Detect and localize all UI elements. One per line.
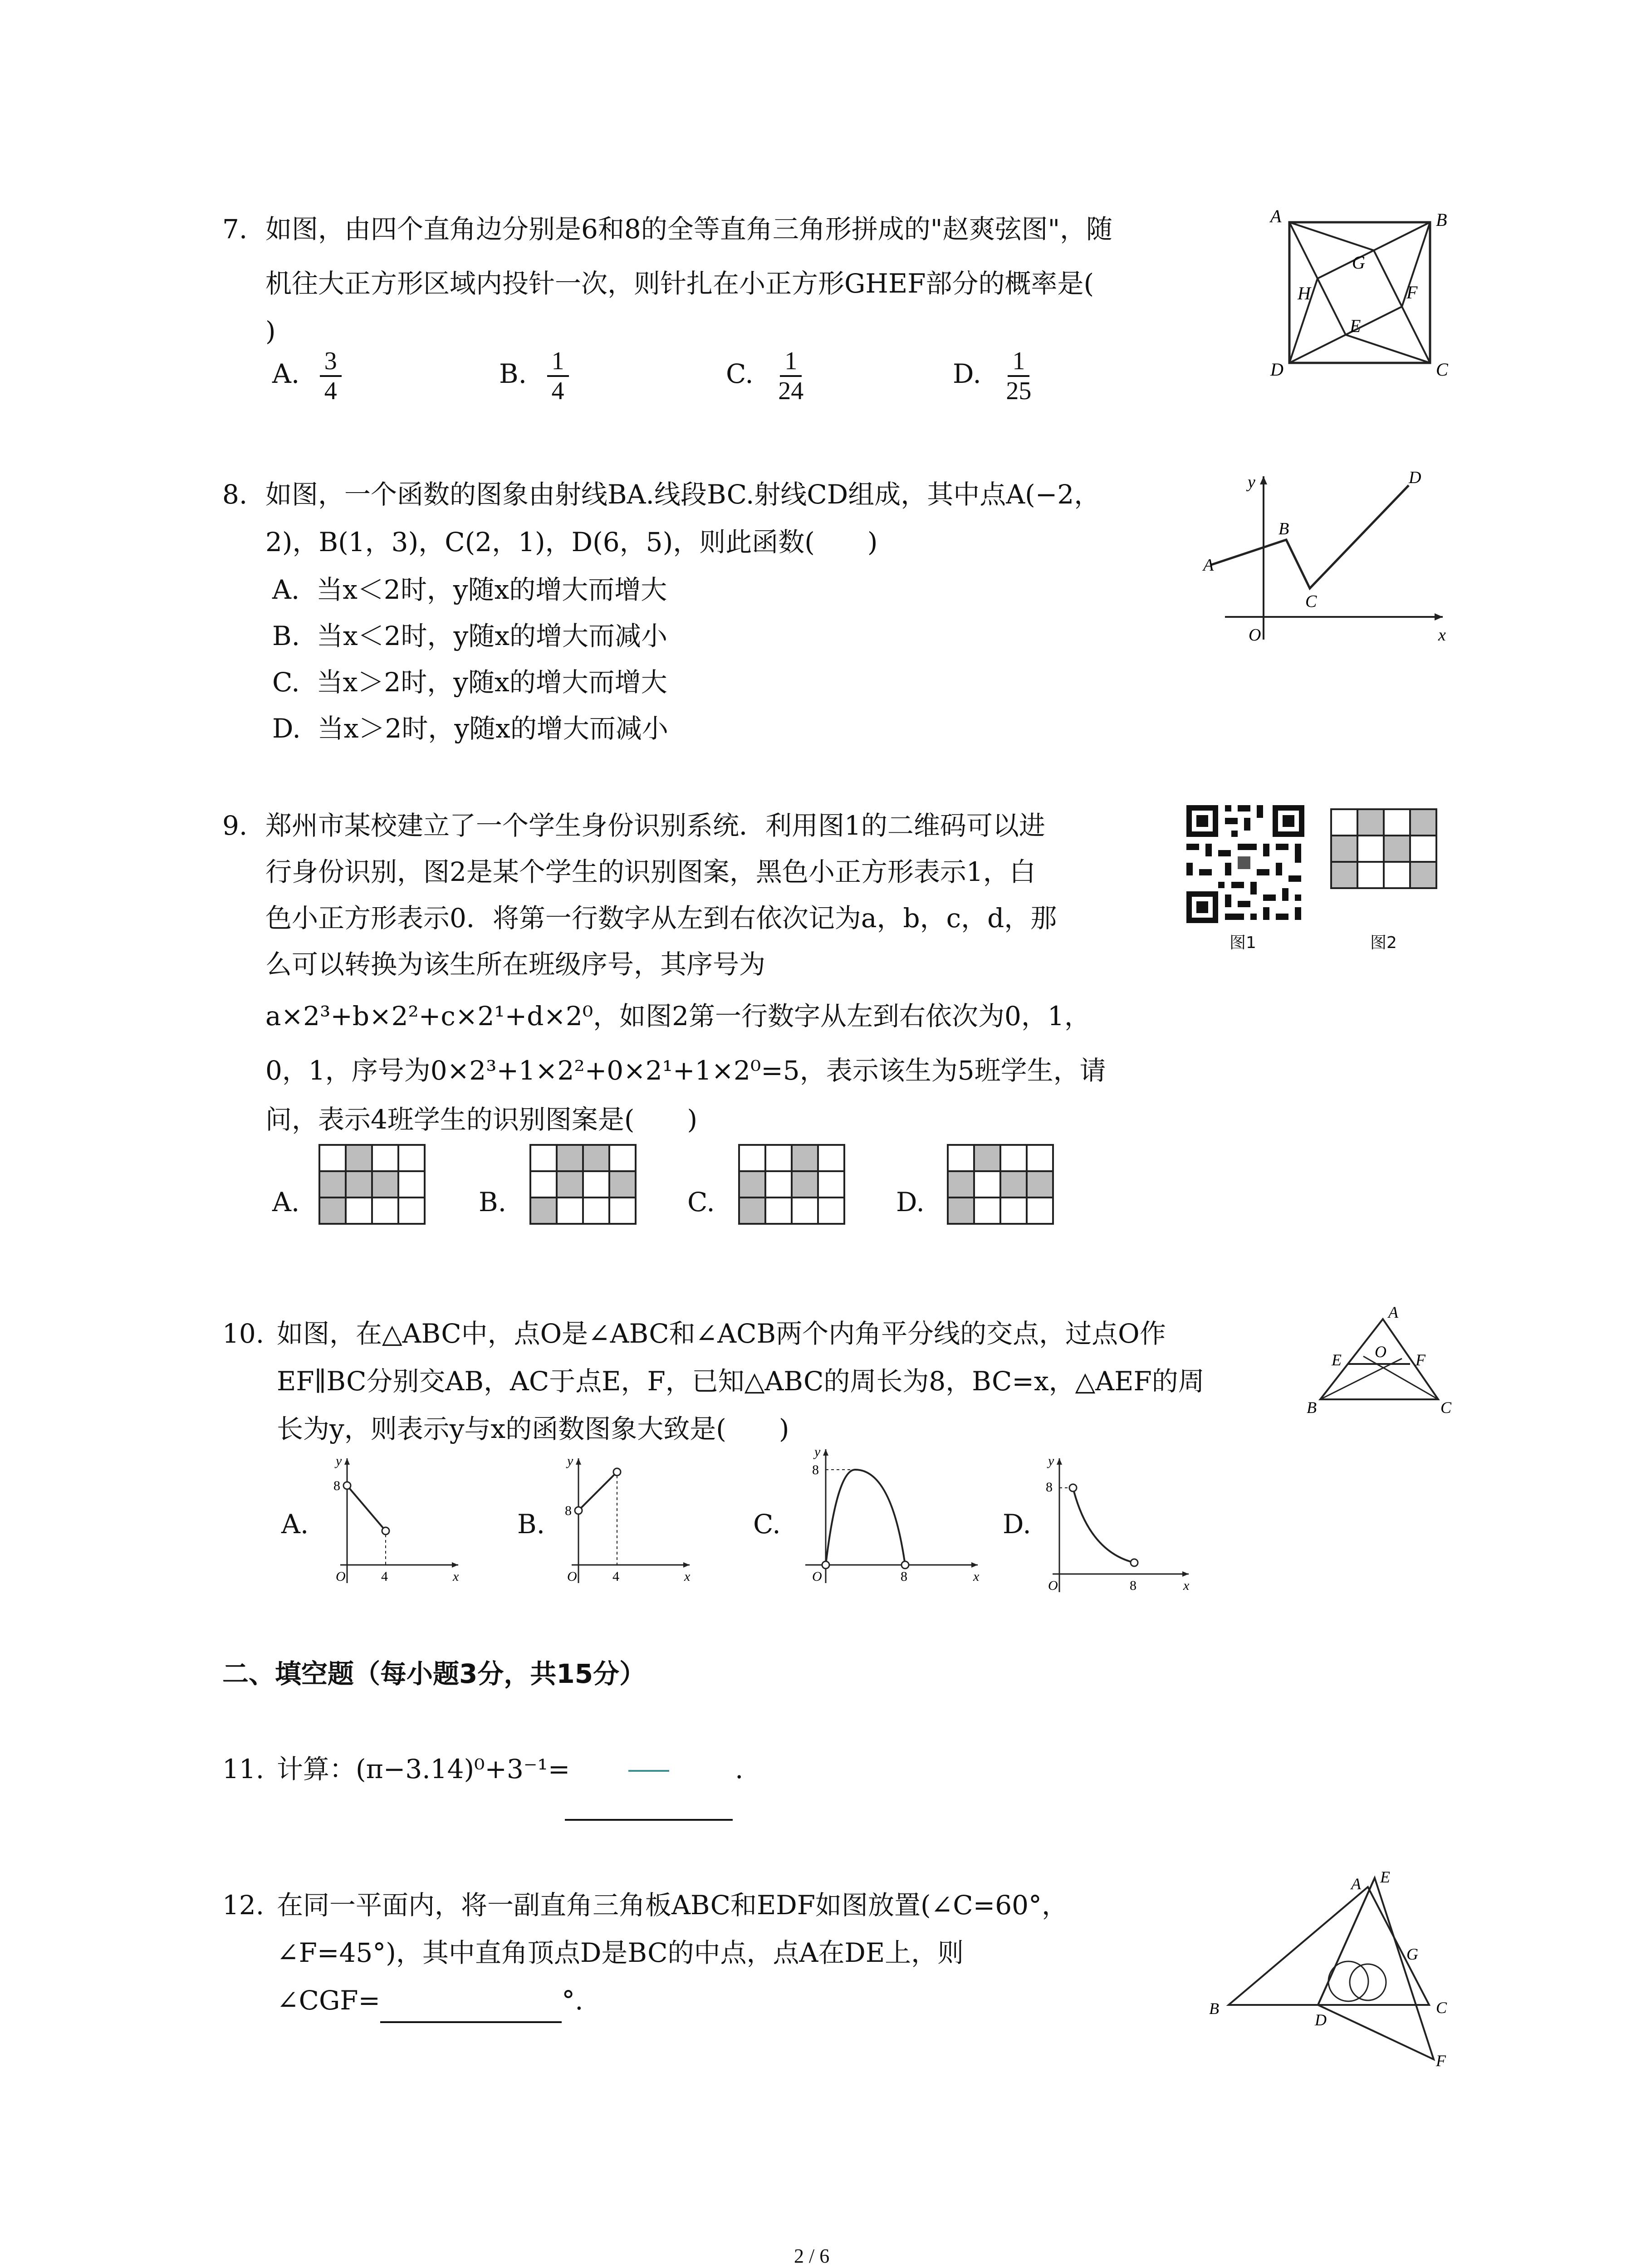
q8-option-b[interactable]: B. 当x＜2时，y随x的增大而减小 bbox=[272, 621, 668, 651]
q8-number: 8. bbox=[222, 479, 248, 510]
q9-option-c-label[interactable]: C. bbox=[687, 1187, 715, 1217]
q10-option-d-graph[interactable] bbox=[1039, 1452, 1193, 1601]
q7-number: 7. bbox=[222, 214, 248, 244]
q9-option-b-label[interactable]: B. bbox=[479, 1187, 507, 1217]
q12-number: 12. bbox=[222, 1890, 265, 1921]
q10-option-c-label[interactable]: C. bbox=[753, 1509, 781, 1540]
q12-degree: °. bbox=[562, 1985, 583, 2016]
q9-line-7: 问，表示4班学生的识别图案是( ) bbox=[265, 1104, 698, 1135]
q10-b-o: O bbox=[567, 1569, 577, 1584]
q8-line-2: 2)，B(1，3)，C(2，1)，D(6，5)，则此函数( ) bbox=[265, 527, 878, 557]
q10-option-b-graph[interactable] bbox=[558, 1452, 694, 1588]
grid-cell bbox=[398, 1198, 425, 1224]
section-2-title: 二、填空题（每小题3分，共15分） bbox=[222, 1658, 646, 1689]
grid-cell bbox=[1027, 1145, 1053, 1171]
grid-cell bbox=[765, 1171, 792, 1198]
q10-number: 10. bbox=[222, 1318, 265, 1349]
grid-cell bbox=[398, 1171, 425, 1198]
q12-line-1: 在同一平面内，将一副直角三角板ABC和EDF如图放置(∠C=60°， bbox=[277, 1890, 1068, 1921]
grid-cell bbox=[1331, 862, 1357, 888]
grid-cell bbox=[765, 1145, 792, 1171]
grid-cell bbox=[346, 1145, 372, 1171]
q10-b-four: 4 bbox=[612, 1569, 619, 1584]
q12-label-e: E bbox=[1380, 1869, 1390, 1886]
grid-cell bbox=[1357, 862, 1384, 888]
grid-cell bbox=[1000, 1171, 1027, 1198]
grid-cell bbox=[319, 1145, 346, 1171]
grid-cell bbox=[1000, 1198, 1027, 1224]
q10-option-a-graph[interactable] bbox=[327, 1452, 463, 1588]
q7-option-c[interactable]: C. $\frac{1}{24}$ bbox=[726, 347, 808, 405]
q10-label-o: O bbox=[1375, 1343, 1386, 1361]
grid-cell bbox=[1000, 1145, 1027, 1171]
q7-label-e: E bbox=[1350, 316, 1361, 336]
grid-cell bbox=[1410, 836, 1436, 862]
q7-label-b: B bbox=[1436, 210, 1447, 230]
grid-cell bbox=[583, 1171, 609, 1198]
q11-number: 11. bbox=[222, 1754, 265, 1784]
grid-cell bbox=[792, 1198, 818, 1224]
q9-figure-2-caption: 图2 bbox=[1370, 934, 1397, 952]
grid-cell bbox=[1410, 809, 1436, 836]
grid-cell bbox=[765, 1198, 792, 1224]
q9-line-3: 色小正方形表示0．将第一行数字从左到右依次记为a，b，c，d，那 bbox=[265, 903, 1057, 934]
q8-label-d: D bbox=[1409, 468, 1421, 487]
grid-cell bbox=[398, 1145, 425, 1171]
grid-cell bbox=[346, 1171, 372, 1198]
q9-option-c-grid[interactable] bbox=[737, 1143, 846, 1252]
q8-label-a: A bbox=[1203, 556, 1214, 575]
q12-label-c: C bbox=[1436, 1999, 1447, 2017]
q10-d-y: y bbox=[1048, 1453, 1054, 1468]
grid-cell bbox=[1357, 836, 1384, 862]
grid-cell bbox=[974, 1171, 1000, 1198]
q12-line-3 bbox=[277, 1978, 583, 2023]
grid-cell bbox=[372, 1145, 398, 1171]
q12-label-g: G bbox=[1406, 1945, 1418, 1963]
q9-qr-code-figure bbox=[1184, 803, 1307, 925]
q7-fraction-b: $\frac{1}{4}$ bbox=[547, 347, 569, 405]
grid-cell bbox=[739, 1145, 765, 1171]
q9-figure-1-caption: 图1 bbox=[1230, 934, 1256, 952]
q7-fraction-d: $\frac{1}{25}$ bbox=[1006, 347, 1032, 405]
grid-cell bbox=[1384, 862, 1410, 888]
q12-label-b: B bbox=[1209, 1999, 1219, 2018]
grid-cell bbox=[557, 1145, 583, 1171]
q10-c-y: y bbox=[814, 1444, 821, 1459]
grid-cell bbox=[530, 1198, 557, 1224]
grid-cell bbox=[1331, 809, 1357, 836]
q10-a-y: y bbox=[336, 1453, 342, 1468]
grid-cell bbox=[1357, 809, 1384, 836]
q11-answer-mark bbox=[628, 1770, 669, 1772]
q7-label-g: G bbox=[1352, 252, 1365, 273]
q9-line-6: 0，1，序号为0×2³+1×2²+0×2¹+1×2⁰=5，表示该生为5班学生，请 bbox=[265, 1055, 1106, 1086]
grid-cell bbox=[1384, 836, 1410, 862]
q7-fraction-a: $\frac{3}{4}$ bbox=[320, 347, 342, 405]
q9-option-d-grid[interactable] bbox=[946, 1143, 1055, 1252]
grid-cell bbox=[530, 1171, 557, 1198]
q7-label-c: C bbox=[1436, 359, 1448, 380]
q9-option-a-label[interactable]: A. bbox=[272, 1187, 300, 1217]
q12-triangle-boards-figure bbox=[1207, 1869, 1461, 2068]
grid-cell bbox=[609, 1198, 636, 1224]
q7-label-h: H bbox=[1298, 283, 1311, 303]
q10-a-four: 4 bbox=[381, 1569, 388, 1584]
q7-option-d[interactable]: D. $\frac{1}{25}$ bbox=[953, 347, 1036, 405]
q12-label-a: A bbox=[1351, 1875, 1361, 1893]
q10-label-e: E bbox=[1332, 1351, 1342, 1369]
q10-d-eight-x: 8 bbox=[1130, 1578, 1136, 1593]
q10-c-eight: 8 bbox=[812, 1462, 819, 1477]
q8-option-a[interactable]: A. 当x＜2时，y随x的增大而增大 bbox=[272, 574, 667, 605]
q9-option-b-grid[interactable] bbox=[529, 1143, 637, 1252]
grid-cell bbox=[609, 1145, 636, 1171]
grid-cell bbox=[346, 1198, 372, 1224]
q7-zhao-shuang-figure bbox=[1261, 204, 1461, 386]
q7-line-2: 机往大正方形区域内投针一次，则针扎在小正方形GHEF部分的概率是( bbox=[265, 268, 1094, 299]
page-number: 2 / 6 bbox=[794, 2245, 830, 2267]
q12-angle-label: ∠CGF= bbox=[277, 1985, 381, 2016]
q9-option-a-grid[interactable] bbox=[318, 1143, 426, 1252]
grid-cell bbox=[818, 1171, 844, 1198]
q9-figure-2-grid bbox=[1329, 807, 1438, 916]
grid-cell bbox=[372, 1198, 398, 1224]
q8-line-1: 如图，一个函数的图象由射线BA.线段BC.射线CD组成，其中点A(−2， bbox=[265, 479, 1101, 510]
grid-cell bbox=[739, 1198, 765, 1224]
q9-line-1: 郑州市某校建立了一个学生身份识别系统．利用图1的二维码可以进 bbox=[265, 810, 1045, 841]
q11-period: . bbox=[735, 1754, 744, 1784]
grid-cell bbox=[372, 1171, 398, 1198]
grid-cell bbox=[609, 1171, 636, 1198]
q10-c-o: O bbox=[812, 1569, 822, 1584]
grid-cell bbox=[974, 1145, 1000, 1171]
grid-cell bbox=[818, 1145, 844, 1171]
q7-option-a[interactable]: A. $\frac{3}{4}$ bbox=[272, 347, 342, 405]
q12-label-f: F bbox=[1436, 2052, 1446, 2068]
q12-line-2: ∠F=45°)，其中直角顶点D是BC的中点，点A在DE上，则 bbox=[277, 1937, 964, 1968]
grid-cell bbox=[948, 1198, 974, 1224]
q9-number: 9. bbox=[222, 810, 248, 841]
q8-function-graph bbox=[1198, 467, 1452, 649]
q10-a-eight: 8 bbox=[333, 1478, 340, 1493]
q9-line-5: a×2³+b×2²+c×2¹+d×2⁰，如图2第一行数字从左到右依次为0，1， bbox=[265, 1001, 1091, 1031]
q7-line-3: ) bbox=[265, 316, 276, 347]
grid-cell bbox=[319, 1198, 346, 1224]
q10-line-2: EF∥BC分别交AB，AC于点E，F，已知△ABC的周长为8，BC=x，△AEF的周 bbox=[277, 1366, 1205, 1397]
q10-d-eight: 8 bbox=[1046, 1480, 1053, 1495]
q10-option-b-label[interactable]: B. bbox=[517, 1509, 545, 1540]
q7-line-1: 如图，由四个直角边分别是6和8的全等直角三角形拼成的"赵爽弦图"，随 bbox=[265, 214, 1113, 244]
q9-line-2: 行身份识别，图2是某个学生的识别图案，黑色小正方形表示1，白 bbox=[265, 856, 1036, 887]
grid-cell bbox=[319, 1171, 346, 1198]
q11-expression: 计算：(π−3.14)⁰+3⁻¹= bbox=[277, 1754, 570, 1784]
q10-b-x: x bbox=[684, 1569, 691, 1584]
q7-label-f: F bbox=[1406, 282, 1418, 303]
grid-cell bbox=[948, 1145, 974, 1171]
q8-label-b: B bbox=[1279, 519, 1289, 538]
q9-option-d-label[interactable]: D. bbox=[896, 1187, 925, 1217]
q10-a-o: O bbox=[336, 1569, 346, 1584]
q7-label-a: A bbox=[1270, 206, 1282, 226]
q11-answer-blank[interactable] bbox=[565, 1819, 733, 1821]
q10-label-c: C bbox=[1440, 1398, 1452, 1415]
q7-label-d: D bbox=[1270, 359, 1283, 380]
q10-d-x: x bbox=[1183, 1578, 1190, 1593]
q8-label-c: C bbox=[1305, 592, 1317, 611]
grid-cell bbox=[1410, 862, 1436, 888]
q10-c-eight-x: 8 bbox=[901, 1569, 907, 1584]
grid-cell bbox=[1384, 809, 1410, 836]
q12-answer-blank[interactable] bbox=[380, 1994, 562, 2023]
grid-cell bbox=[792, 1171, 818, 1198]
grid-cell bbox=[948, 1171, 974, 1198]
grid-cell bbox=[1027, 1198, 1053, 1224]
q8-label-o: O bbox=[1249, 626, 1261, 645]
grid-cell bbox=[530, 1145, 557, 1171]
grid-cell bbox=[583, 1145, 609, 1171]
q10-a-x: x bbox=[453, 1569, 459, 1584]
q10-b-y: y bbox=[567, 1453, 573, 1468]
q10-option-c-graph[interactable] bbox=[792, 1442, 982, 1592]
q10-line-3: 长为y，则表示y与x的函数图象大致是( ) bbox=[277, 1413, 789, 1444]
q10-c-x: x bbox=[973, 1569, 980, 1584]
q10-line-1: 如图，在△ABC中，点O是∠ABC和∠ACB两个内角平分线的交点，过点O作 bbox=[277, 1318, 1166, 1349]
grid-cell bbox=[1331, 836, 1357, 862]
q10-option-a-label[interactable]: A. bbox=[281, 1509, 309, 1540]
q10-b-eight: 8 bbox=[565, 1503, 572, 1518]
q10-label-a: A bbox=[1388, 1306, 1398, 1321]
grid-cell bbox=[792, 1145, 818, 1171]
q8-option-c[interactable]: C. 当x＞2时，y随x的增大而增大 bbox=[272, 667, 667, 698]
q12-label-d: D bbox=[1315, 2011, 1327, 2029]
grid-cell bbox=[739, 1171, 765, 1198]
q8-option-d[interactable]: D. 当x＞2时，y随x的增大而减小 bbox=[272, 713, 668, 744]
q9-line-4: 么可以转换为该生所在班级序号，其序号为 bbox=[265, 949, 766, 980]
q10-triangle-figure bbox=[1307, 1306, 1452, 1415]
grid-cell bbox=[974, 1198, 1000, 1224]
q10-label-b: B bbox=[1307, 1398, 1317, 1415]
q10-option-d-label[interactable]: D. bbox=[1003, 1509, 1031, 1540]
q7-option-b[interactable]: B. $\frac{1}{4}$ bbox=[499, 347, 569, 405]
grid-cell bbox=[818, 1198, 844, 1224]
q8-label-x: x bbox=[1438, 626, 1446, 645]
grid-cell bbox=[583, 1198, 609, 1224]
q7-fraction-c: $\frac{1}{24}$ bbox=[778, 347, 804, 405]
q10-d-o: O bbox=[1048, 1578, 1058, 1593]
q8-label-y: y bbox=[1248, 473, 1255, 492]
grid-cell bbox=[557, 1198, 583, 1224]
q10-label-f: F bbox=[1416, 1351, 1425, 1369]
grid-cell bbox=[1027, 1171, 1053, 1198]
grid-cell bbox=[557, 1171, 583, 1198]
